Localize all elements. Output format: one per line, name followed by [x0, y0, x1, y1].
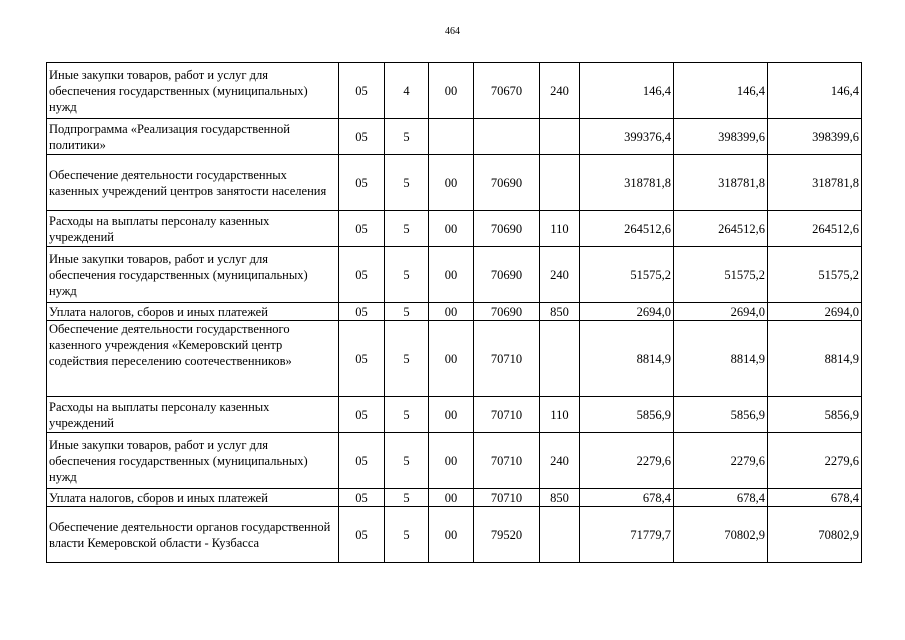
program-code: 00 — [429, 155, 474, 211]
amount-year-3: 5856,9 — [768, 397, 862, 433]
section-code: 05 — [339, 303, 385, 321]
amount-year-2: 146,4 — [674, 63, 768, 119]
section-code: 05 — [339, 119, 385, 155]
subsection-code: 5 — [385, 397, 429, 433]
amount-year-1: 71779,7 — [580, 507, 674, 563]
amount-year-2: 678,4 — [674, 489, 768, 507]
amount-year-2: 318781,8 — [674, 155, 768, 211]
amount-year-2: 2694,0 — [674, 303, 768, 321]
article-code: 70710 — [474, 433, 540, 489]
amount-year-2: 51575,2 — [674, 247, 768, 303]
expense-name: Иные закупки товаров, работ и услуг для обеспечения государственных (муниципальных) нужд — [47, 63, 339, 119]
page-number: 464 — [445, 26, 460, 37]
expense-name: Обеспечение деятельности органов государственной власти Кемеровской области - Кузбасса — [47, 507, 339, 563]
amount-year-1: 5856,9 — [580, 397, 674, 433]
article-code: 70670 — [474, 63, 540, 119]
expense-name: Обеспечение деятельности государственных казенных учреждений центров занятости населения — [47, 155, 339, 211]
amount-year-2: 5856,9 — [674, 397, 768, 433]
section-code: 05 — [339, 433, 385, 489]
amount-year-2: 70802,9 — [674, 507, 768, 563]
amount-year-3: 2279,6 — [768, 433, 862, 489]
amount-year-1: 318781,8 — [580, 155, 674, 211]
amount-year-3: 8814,9 — [768, 321, 862, 397]
table-row — [47, 247, 862, 303]
expense-name: Подпрограмма «Реализация государственной политики» — [47, 119, 339, 155]
table-row — [47, 155, 862, 211]
subsection-code: 5 — [385, 247, 429, 303]
program-code: 00 — [429, 321, 474, 397]
budget-table — [46, 62, 862, 563]
subsection-code: 5 — [385, 489, 429, 507]
expense-type-code: 850 — [540, 489, 580, 507]
amount-year-2: 398399,6 — [674, 119, 768, 155]
expense-type-code: 240 — [540, 433, 580, 489]
subsection-code: 5 — [385, 119, 429, 155]
subsection-code: 4 — [385, 63, 429, 119]
section-code: 05 — [339, 155, 385, 211]
article-code: 70690 — [474, 303, 540, 321]
article-code — [474, 119, 540, 155]
amount-year-3: 51575,2 — [768, 247, 862, 303]
program-code — [429, 119, 474, 155]
section-code: 05 — [339, 247, 385, 303]
amount-year-1: 2694,0 — [580, 303, 674, 321]
expense-name: Уплата налогов, сборов и иных платежей — [47, 489, 339, 507]
expense-type-code — [540, 321, 580, 397]
amount-year-1: 146,4 — [580, 63, 674, 119]
subsection-code: 5 — [385, 155, 429, 211]
amount-year-1: 399376,4 — [580, 119, 674, 155]
amount-year-3: 398399,6 — [768, 119, 862, 155]
table-row — [47, 507, 862, 563]
table-row — [47, 321, 862, 397]
table-row — [47, 489, 862, 507]
table-row — [47, 303, 862, 321]
section-code: 05 — [339, 507, 385, 563]
expense-name: Иные закупки товаров, работ и услуг для обеспечения государственных (муниципальных) нужд — [47, 433, 339, 489]
table-row — [47, 119, 862, 155]
subsection-code: 5 — [385, 321, 429, 397]
program-code: 00 — [429, 211, 474, 247]
amount-year-2: 8814,9 — [674, 321, 768, 397]
expense-name: Расходы на выплаты персоналу казенных учреждений — [47, 397, 339, 433]
subsection-code: 5 — [385, 433, 429, 489]
expense-name: Расходы на выплаты персоналу казенных учреждений — [47, 211, 339, 247]
program-code: 00 — [429, 63, 474, 119]
expense-type-code — [540, 119, 580, 155]
amount-year-2: 264512,6 — [674, 211, 768, 247]
expense-type-code: 110 — [540, 211, 580, 247]
table-row — [47, 397, 862, 433]
amount-year-3: 264512,6 — [768, 211, 862, 247]
program-code: 00 — [429, 247, 474, 303]
amount-year-3: 2694,0 — [768, 303, 862, 321]
article-code: 70710 — [474, 489, 540, 507]
table-row — [47, 433, 862, 489]
amount-year-3: 318781,8 — [768, 155, 862, 211]
subsection-code: 5 — [385, 211, 429, 247]
expense-type-code: 240 — [540, 63, 580, 119]
section-code: 05 — [339, 211, 385, 247]
expense-type-code: 240 — [540, 247, 580, 303]
amount-year-1: 264512,6 — [580, 211, 674, 247]
program-code: 00 — [429, 433, 474, 489]
amount-year-3: 70802,9 — [768, 507, 862, 563]
article-code: 70690 — [474, 211, 540, 247]
amount-year-3: 678,4 — [768, 489, 862, 507]
section-code: 05 — [339, 321, 385, 397]
amount-year-2: 2279,6 — [674, 433, 768, 489]
article-code: 70690 — [474, 155, 540, 211]
article-code: 70690 — [474, 247, 540, 303]
expense-type-code: 110 — [540, 397, 580, 433]
section-code: 05 — [339, 397, 385, 433]
amount-year-1: 2279,6 — [580, 433, 674, 489]
section-code: 05 — [339, 63, 385, 119]
expense-name: Обеспечение деятельности государственного казенного учреждения «Кемеровский центр содействия переселению соотечественников» — [47, 321, 339, 397]
table-row — [47, 63, 862, 119]
program-code: 00 — [429, 489, 474, 507]
expense-name: Уплата налогов, сборов и иных платежей — [47, 303, 339, 321]
table-row — [47, 211, 862, 247]
expense-type-code: 850 — [540, 303, 580, 321]
expense-type-code — [540, 507, 580, 563]
article-code: 70710 — [474, 321, 540, 397]
amount-year-1: 51575,2 — [580, 247, 674, 303]
section-code: 05 — [339, 489, 385, 507]
article-code: 70710 — [474, 397, 540, 433]
subsection-code: 5 — [385, 507, 429, 563]
amount-year-3: 146,4 — [768, 63, 862, 119]
program-code: 00 — [429, 507, 474, 563]
amount-year-1: 8814,9 — [580, 321, 674, 397]
expense-name: Иные закупки товаров, работ и услуг для обеспечения государственных (муниципальных) нужд — [47, 247, 339, 303]
article-code: 79520 — [474, 507, 540, 563]
amount-year-1: 678,4 — [580, 489, 674, 507]
expense-type-code — [540, 155, 580, 211]
program-code: 00 — [429, 397, 474, 433]
program-code: 00 — [429, 303, 474, 321]
subsection-code: 5 — [385, 303, 429, 321]
